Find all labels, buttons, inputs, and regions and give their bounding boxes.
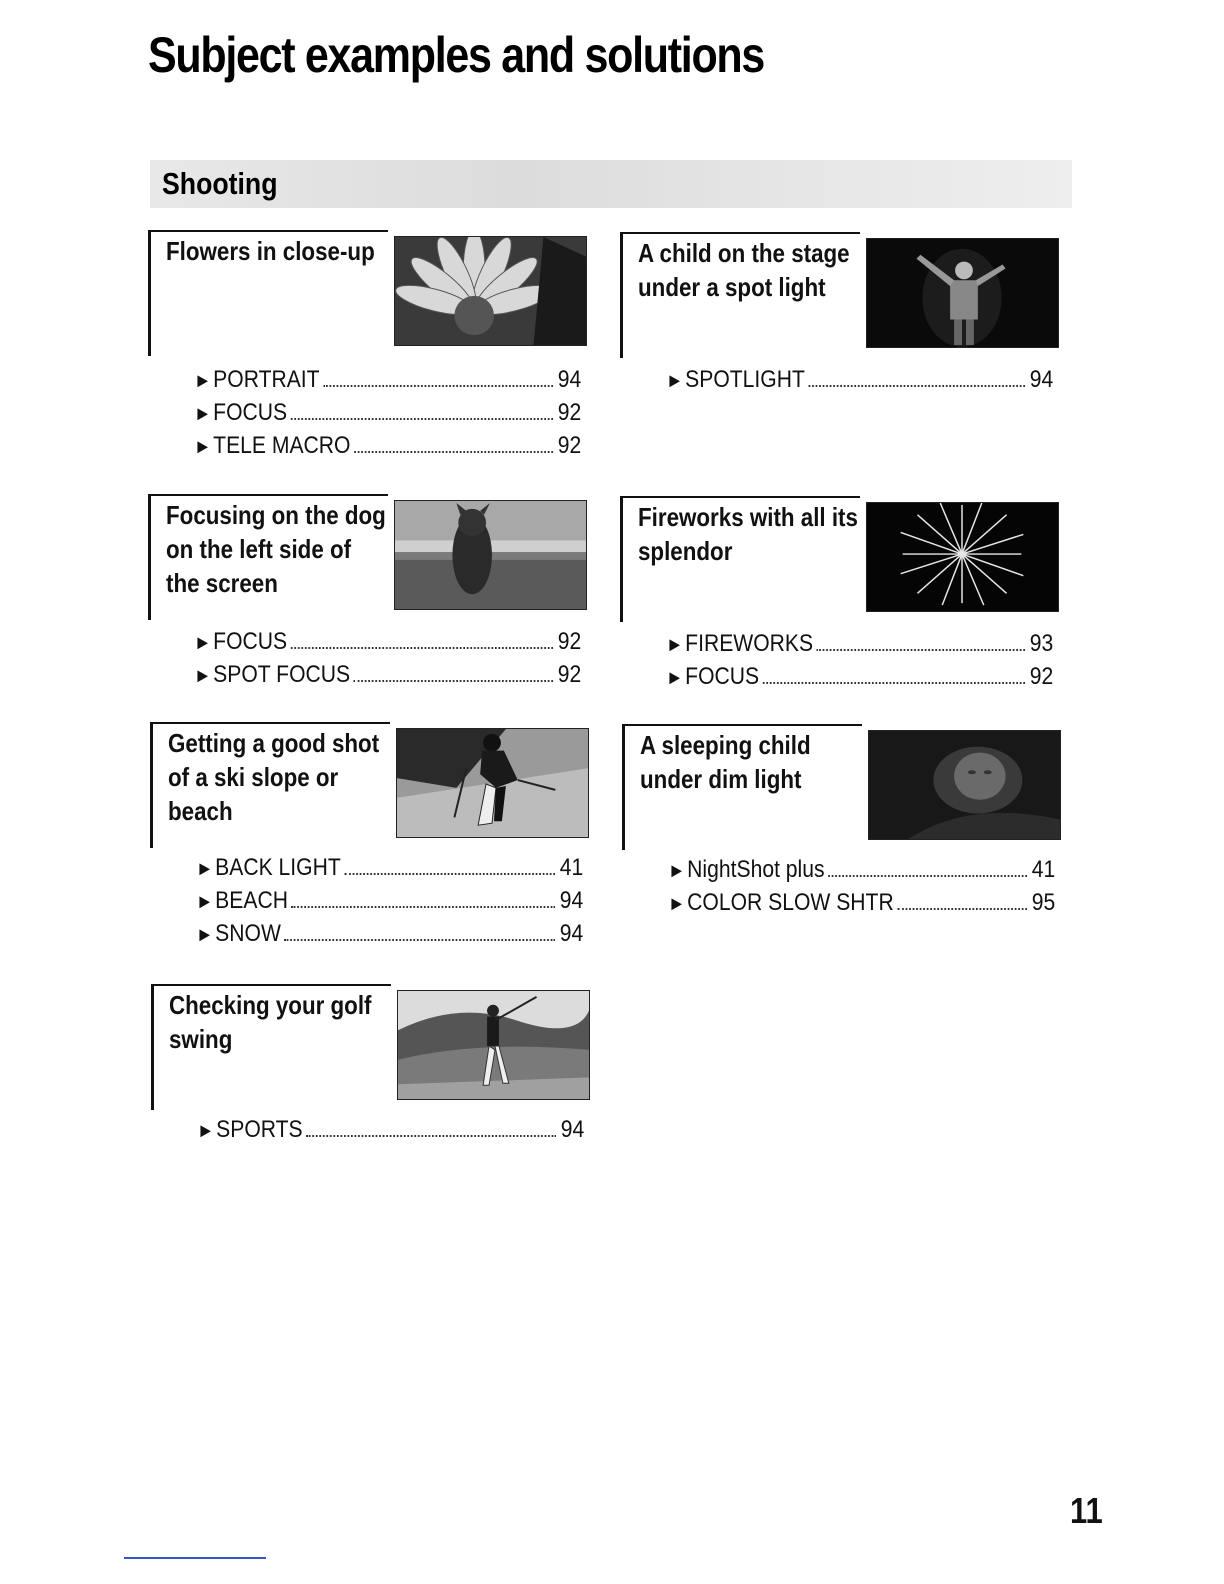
ref-focus[interactable]: ► FOCUS 92 <box>194 628 582 655</box>
card-title: A sleeping child under dim light <box>640 730 811 794</box>
ref-nightshot-plus[interactable]: ► NightShot plus 41 <box>668 856 1056 883</box>
ref-tele-macro[interactable]: ► TELE MACRO 92 <box>194 432 582 459</box>
golfer-photo-icon <box>397 990 590 1100</box>
arrow-icon: ► <box>666 667 684 689</box>
card-fireworks <box>620 496 1065 690</box>
arrow-icon: ► <box>666 370 684 392</box>
section-header <box>150 160 1072 208</box>
card-stage-child <box>620 232 1065 393</box>
skier-photo-icon <box>396 728 589 838</box>
fireworks-photo-icon <box>866 502 1059 612</box>
sleeping-child-photo-icon <box>868 730 1061 840</box>
section-title: Shooting <box>162 166 278 201</box>
page-title: Subject examples and solutions <box>148 27 765 83</box>
arrow-icon: ► <box>197 1120 215 1142</box>
card-golf <box>151 984 596 1143</box>
flower-photo-icon <box>394 236 587 346</box>
card-title: Focusing on the dog on the left side of the screen <box>166 500 386 598</box>
arrow-icon: ► <box>196 858 214 880</box>
ref-beach[interactable]: ► BEACH 94 <box>196 887 584 914</box>
arrow-icon: ► <box>194 632 212 654</box>
arrow-icon: ► <box>194 403 212 425</box>
arrow-icon: ► <box>668 893 686 915</box>
page-number: 11 <box>1070 1490 1103 1531</box>
arrow-icon: ► <box>666 634 684 656</box>
arrow-icon: ► <box>668 860 686 882</box>
ref-fireworks[interactable]: ► FIREWORKS 93 <box>666 630 1054 657</box>
stage-child-photo-icon <box>866 238 1059 348</box>
arrow-icon: ► <box>194 370 212 392</box>
card-title: Checking your golf swing <box>169 990 372 1054</box>
card-dog <box>148 494 593 688</box>
footer-rule <box>124 1557 266 1559</box>
ref-color-slow-shtr[interactable]: ► COLOR SLOW SHTR 95 <box>668 889 1056 916</box>
ref-snow[interactable]: ► SNOW 94 <box>196 920 584 947</box>
card-title: Fireworks with all its splendor <box>638 502 858 566</box>
card-title: Flowers in close-up <box>166 236 375 266</box>
ref-sports[interactable]: ► SPORTS 94 <box>197 1116 585 1143</box>
ref-spotlight[interactable]: ► SPOTLIGHT 94 <box>666 366 1054 393</box>
arrow-icon: ► <box>194 665 212 687</box>
card-title: A child on the stage under a spot light <box>638 238 850 302</box>
card-sleeping-child <box>622 724 1067 916</box>
dog-photo-icon <box>394 500 587 610</box>
card-ski-beach <box>150 722 595 947</box>
arrow-icon: ► <box>196 891 214 913</box>
card-title: Getting a good shot of a ski slope or beach <box>168 728 380 826</box>
arrow-icon: ► <box>194 436 212 458</box>
card-flowers <box>148 230 593 459</box>
ref-spot-focus[interactable]: ► SPOT FOCUS 92 <box>194 661 582 688</box>
ref-focus[interactable]: ► FOCUS 92 <box>666 663 1054 690</box>
arrow-icon: ► <box>196 924 214 946</box>
ref-focus[interactable]: ► FOCUS 92 <box>194 399 582 426</box>
ref-portrait[interactable]: ► PORTRAIT 94 <box>194 366 582 393</box>
ref-back-light[interactable]: ► BACK LIGHT 41 <box>196 854 584 881</box>
